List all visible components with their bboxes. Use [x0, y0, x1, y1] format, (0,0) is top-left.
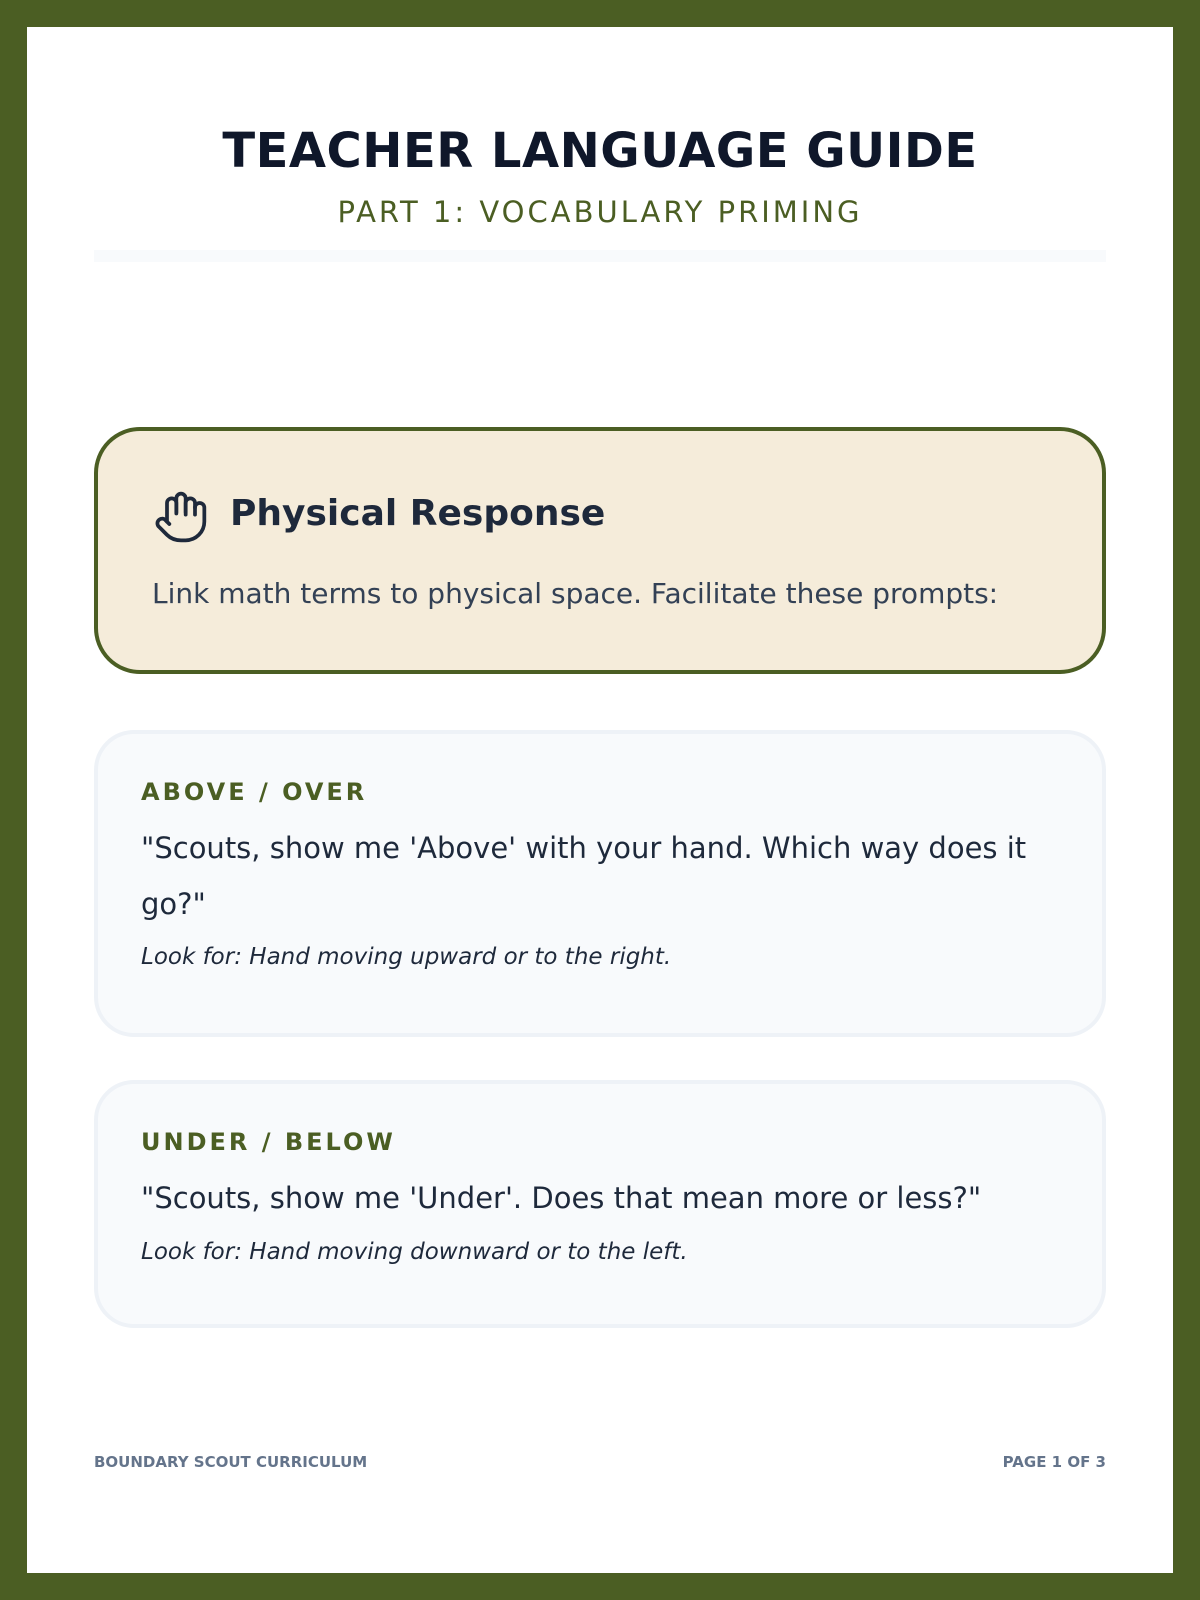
physical-response-title: Physical Response	[230, 493, 606, 534]
prompt-look-for: Look for: Hand moving upward or to the right.	[141, 944, 672, 970]
prompt-card-under	[94, 1080, 1106, 1328]
page-subtitle: PART 1: VOCABULARY PRIMING	[337, 195, 863, 229]
page-title: TEACHER LANGUAGE GUIDE	[222, 123, 978, 179]
hand-icon	[153, 489, 209, 545]
footer-page-number: PAGE 1 OF 3	[1002, 1453, 1106, 1471]
footer-curriculum-name: BOUNDARY SCOUT CURRICULUM	[94, 1453, 368, 1471]
prompt-card-above	[94, 730, 1106, 1037]
physical-response-card	[94, 427, 1106, 674]
physical-response-text: Link math terms to physical space. Facilitate these prompts:	[152, 577, 999, 610]
prompt-quote: "Scouts, show me 'Under'. Does that mean more or less?"	[141, 1181, 982, 1215]
prompt-term: UNDER / BELOW	[141, 1128, 396, 1156]
prompt-quote: "Scouts, show me 'Above' with your hand. Which way does it go?"	[141, 831, 1027, 921]
prompt-look-for: Look for: Hand moving downward or to the left.	[141, 1239, 688, 1265]
prompt-term: ABOVE / OVER	[141, 778, 368, 806]
header-divider	[94, 250, 1106, 262]
document-page	[27, 27, 1173, 1573]
